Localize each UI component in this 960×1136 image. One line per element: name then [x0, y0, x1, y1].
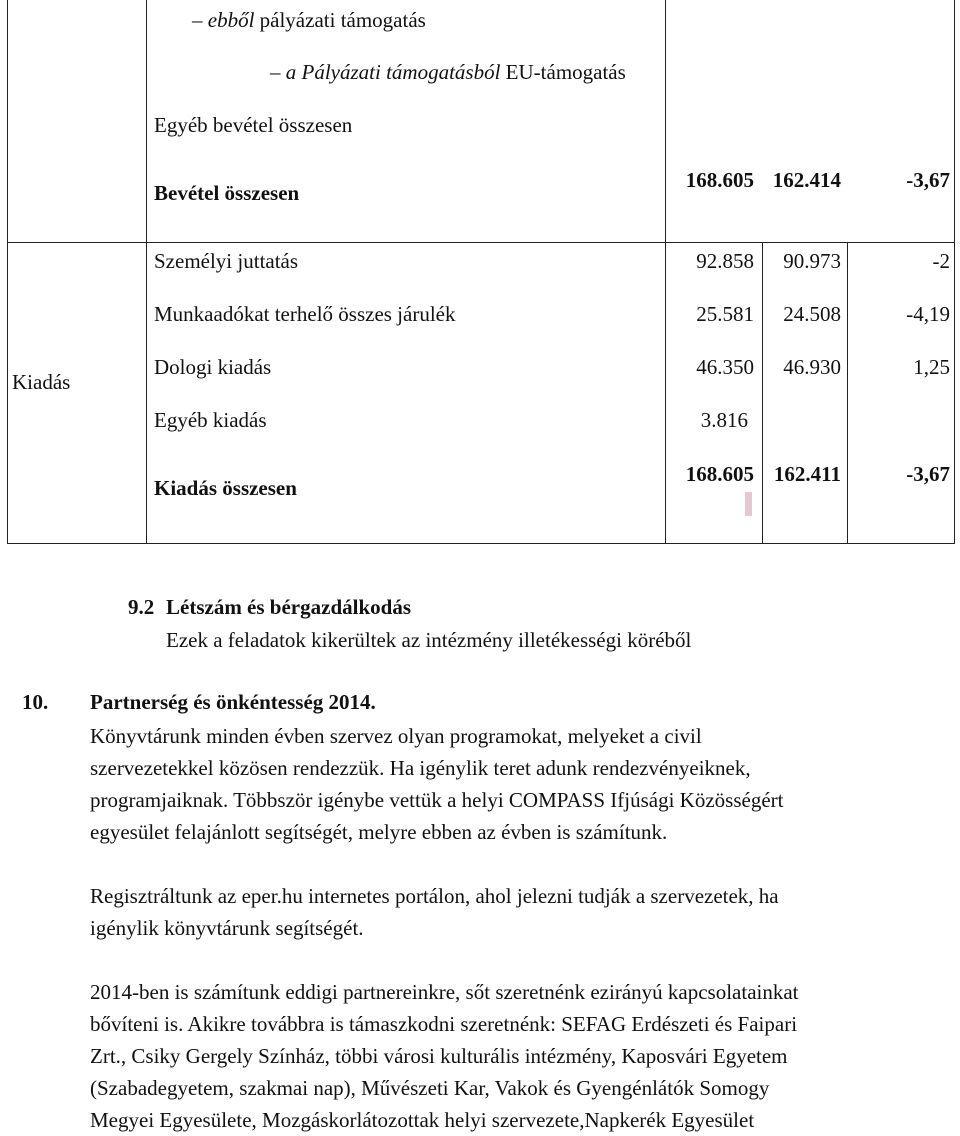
table-border	[7, 242, 955, 243]
table-cell: 90.973	[783, 249, 841, 273]
paragraph-line: igénylik könyvtárunk segítségét.	[90, 916, 364, 940]
paragraph-line: Könyvtárunk minden évben szervez olyan programokat, melyeket a civil	[90, 724, 702, 748]
paragraph-line: egyesület felajánlott segítségét, melyre ebben az évben is számítunk.	[90, 820, 668, 844]
table-border	[146, 0, 147, 544]
table-row-label: Dologi kiadás	[154, 355, 272, 379]
table-cell: 162.411	[773, 462, 841, 486]
table-border	[847, 242, 848, 544]
table-cell: -2	[932, 249, 950, 273]
paragraph-line: Zrt., Csiky Gergely Színház, többi városi kulturális intézmény, Kaposvári Egyetem	[90, 1044, 788, 1068]
table-row-label: Egyéb bevétel összesen	[154, 113, 353, 137]
table-cell: -4,19	[906, 302, 950, 326]
table-cell: 25.581	[696, 302, 754, 326]
section-10-number: 10.	[22, 690, 49, 714]
table-cell: -3,67	[906, 462, 950, 486]
section-10-title: Partnerség és önkéntesség 2014.	[90, 690, 376, 714]
table-row-label: Egyéb kiadás	[154, 408, 267, 432]
table-cell: 168.605	[685, 168, 754, 192]
paragraph-line: szervezetekkel közösen rendezzük. Ha igénylik teret adunk rendezvényeiknek,	[90, 756, 751, 780]
row-group-label: Kiadás	[12, 370, 71, 394]
table-cell: 162.414	[772, 168, 841, 192]
paragraph-line: (Szabadegyetem, szakmai nap), Művészeti Kar, Vakok és Gyengénlátók Somogy	[90, 1076, 770, 1100]
table-cell: 1,25	[913, 355, 950, 379]
table-row: – a Pályázati támogatásból EU-támogatás	[270, 60, 626, 84]
table-row-label: Személyi juttatás	[154, 249, 299, 273]
table-cell: 168.605	[685, 462, 754, 486]
budget-table	[0, 0, 960, 544]
table-border	[954, 0, 955, 544]
highlight-marker	[745, 492, 752, 516]
table-border	[7, 543, 955, 544]
paragraph-line: 2014-ben is számítunk eddigi partnereinkre, sőt szeretnénk ezirányú kapcsolatainkat	[90, 980, 799, 1004]
table-cell: 3.816	[700, 408, 748, 432]
table-border	[7, 0, 8, 544]
table-cell: 24.508	[783, 302, 841, 326]
table-cell: 46.930	[783, 355, 841, 379]
section-9-2-number: 9.2	[128, 595, 155, 619]
table-cell: 92.858	[696, 249, 754, 273]
table-row-label: Bevétel összesen	[154, 181, 300, 205]
table-row: – ebből pályázati támogatás	[192, 8, 426, 32]
paragraph-line: programjaiknak. Többször igénybe vettük a helyi COMPASS Ifjúsági Közösségért	[90, 788, 784, 812]
table-cell: -3,67	[906, 168, 950, 192]
section-9-2-text: Ezek a feladatok kikerültek az intézmény illetékességi köréből	[166, 628, 692, 652]
paragraph-line: Regisztráltunk az eper.hu internetes portálon, ahol jelezni tudják a szervezetek, ha	[90, 884, 779, 908]
paragraph-line: bővíteni is. Akikre továbbra is támaszkodni szeretnénk: SEFAG Erdészeti és Faipari	[90, 1012, 798, 1036]
table-cell: 46.350	[696, 355, 754, 379]
paragraph-line: Megyei Egyesülete, Mozgáskorlátozottak helyi szervezete,Napkerék Egyesület	[90, 1108, 755, 1132]
table-row-label: Kiadás összesen	[154, 476, 297, 500]
section-9-2-title: Létszám és bérgazdálkodás	[166, 595, 411, 619]
table-border	[762, 242, 763, 544]
table-row-label: Munkaadókat terhelő összes járulék	[154, 302, 456, 326]
